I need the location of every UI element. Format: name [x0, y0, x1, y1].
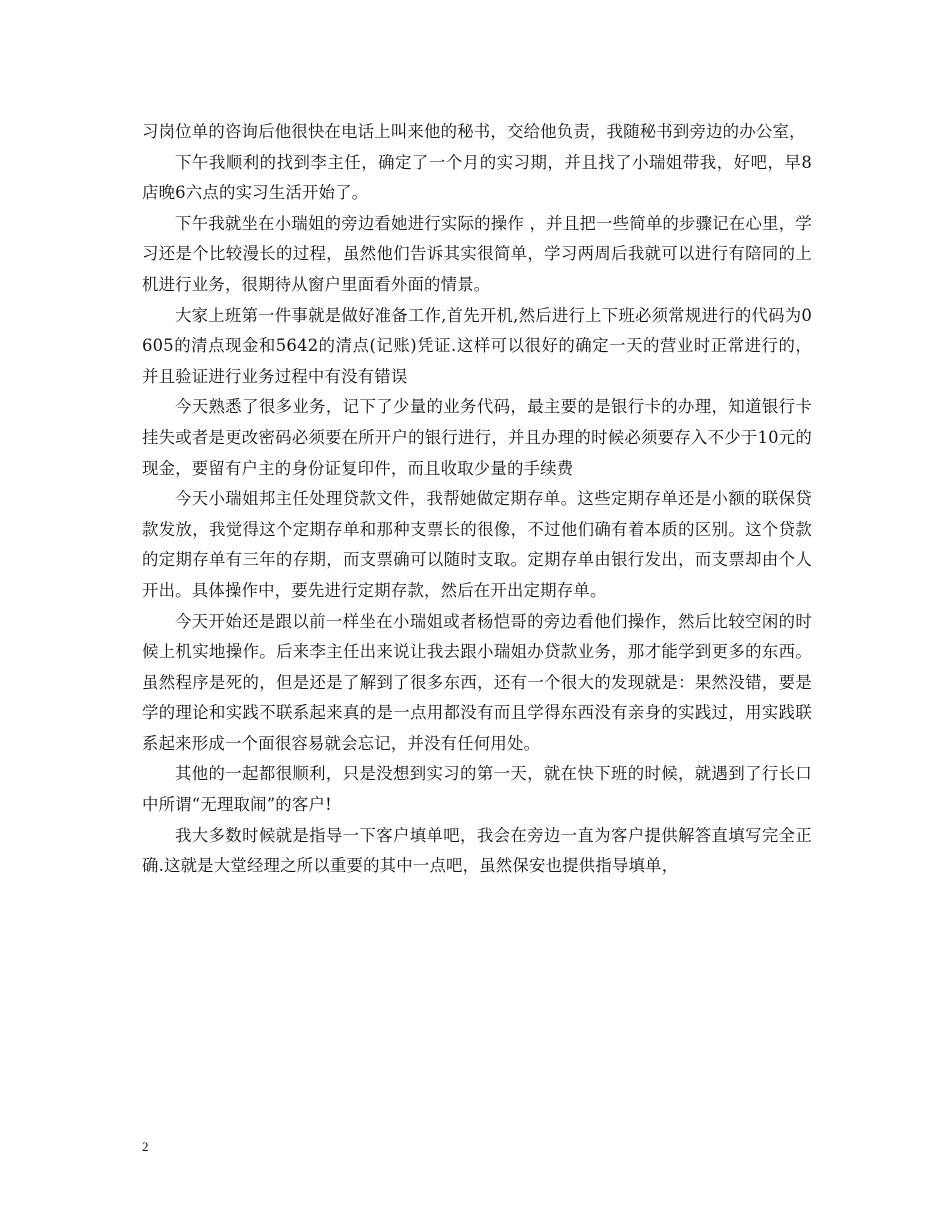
paragraph-4: 大家上班第一件事就是做好准备工作,首先开机,然后进行上下班必须常规进行的代码为0605的清点现金和5642的清点(记账)凭证.这样可以很好的确定一天的营业时正常进行的，并且验证进行业务过程中有没有错误 — [142, 305, 812, 386]
paragraph-3: 下午我就坐在小瑞姐的旁边看她进行实际的操作 ，并且把一些简单的步骤记在心里，学习还是个比较漫长的过程，虽然他们告诉其实很简单，学习两周后我就可以进行有陪同的上机进行业务，很期待从窗户里面看外面的情景。 — [142, 213, 812, 294]
paragraph-8: 其他的一起都很顺利，只是没想到实习的第一天，就在快下班的时候，就遇到了行长口中所谓“无理取闹”的客户! — [142, 764, 812, 815]
paragraph-6: 今天小瑞姐邦主任处理贷款文件，我帮她做定期存单。这些定期存单还是小额的联保贷款发放，我觉得这个定期存单和那种支票长的很像，不过他们确有着本质的区别。这个贷款的定期存单有三年的存期，而支票确可以随时支取。定期存单由银行发出，而支票却由个人开出。具体操作中，要先进行定期存款，然后在开出定期存单。 — [142, 489, 812, 600]
paragraph-7: 今天开始还是跟以前一样坐在小瑞姐或者杨恺哥的旁边看他们操作，然后比较空闲的时候上机实地操作。后来李主任出来说让我去跟小瑞姐办贷款业务，那才能学到更多的东西。虽然程序是死的，但是还是了解到了很多东西，还有一个很大的发现就是：果然没错，要是学的理论和实践不联系起来真的是一点用都没有而且学得东西没有亲身的实践过，用实践联系起来形成一个面很容易就会忘记，并没有任何用处。 — [142, 611, 812, 753]
paragraph-5: 今天熟悉了很多业务，记下了少量的业务代码，最主要的是银行卡的办理，知道银行卡挂失或者是更改密码必须要在所开户的银行进行，并且办理的时候必须要存入不少于10元的现金，要留有户主的身份证复印件，而且收取少量的手续费 — [142, 397, 812, 478]
document-body — [142, 117, 812, 882]
paragraph-1: 习岗位单的咨询后他很快在电话上叫来他的秘书，交给他负责，我随秘书到旁边的办公室， — [142, 122, 806, 141]
paragraph-2: 下午我顺利的找到李主任，确定了一个月的实习期，并且找了小瑞姐带我，好吧，早8店晚6六点的实习生活开始了。 — [142, 152, 812, 203]
page-number: 2 — [142, 1139, 149, 1154]
paragraph-9: 我大多数时候就是指导一下客户填单吧，我会在旁边一直为客户提供解答直填写完全正确.这就是大堂经理之所以重要的其中一点吧，虽然保安也提供指导填单， — [142, 825, 812, 876]
